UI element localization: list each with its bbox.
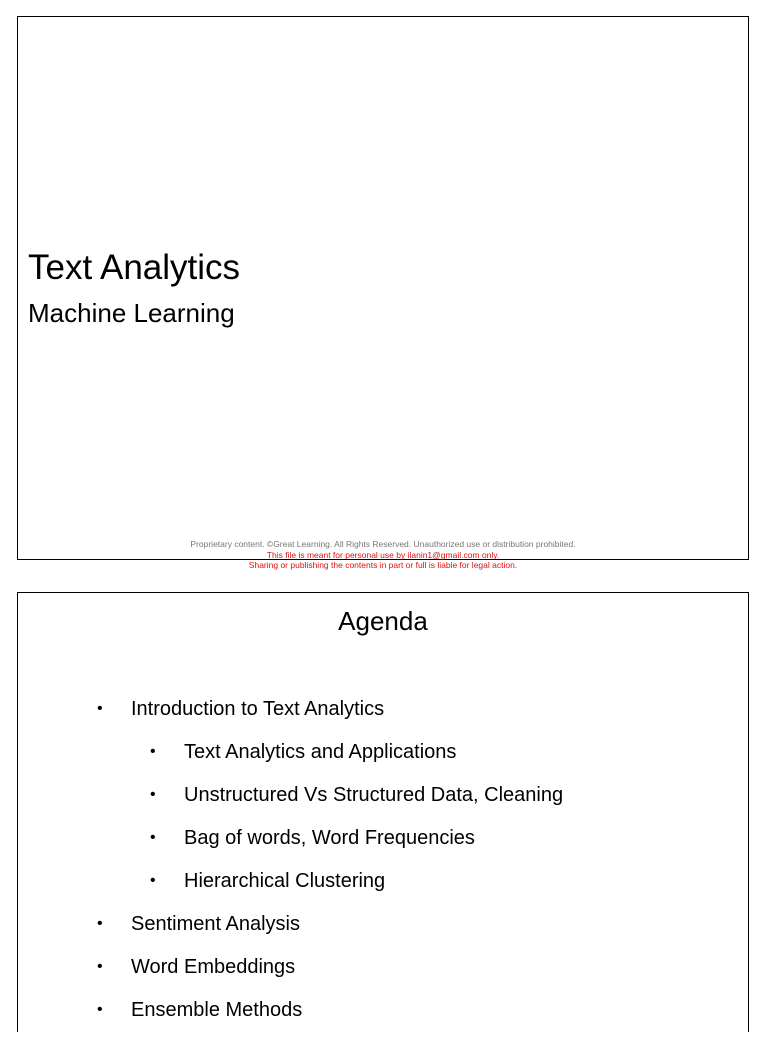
copyright-notice: Proprietary content. ©Great Learning. All Rights Reserved. Unauthorized use or distribution prohibited.	[190, 539, 576, 549]
agenda-item-text: Bag of words, Word Frequencies	[184, 827, 475, 849]
agenda-item-text: Ensemble Methods	[131, 999, 303, 1021]
bullet-icon: •	[97, 700, 103, 717]
agenda-item-text: Introduction to Text Analytics	[131, 698, 385, 720]
agenda-item-text: Hierarchical Clustering	[184, 870, 386, 892]
agenda-item-text: Text Analytics and Applications	[184, 741, 457, 763]
bullet-icon: •	[150, 872, 156, 889]
agenda-item-text: Word Embeddings	[131, 956, 296, 978]
agenda-item-text: Sentiment Analysis	[131, 913, 300, 935]
slide-title: Text Analytics	[28, 248, 241, 287]
legal-warning: Sharing or publishing the contents in part or full is liable for legal action.	[248, 560, 518, 570]
agenda-slide	[17, 592, 749, 1032]
bullet-icon: •	[150, 786, 156, 803]
personal-use-notice: This file is meant for personal use by ilanin1@gmail.com only.	[266, 549, 500, 560]
title-slide	[17, 16, 749, 570]
bullet-icon: •	[150, 829, 156, 846]
bullet-icon: •	[97, 1001, 103, 1018]
bullet-icon: •	[150, 743, 156, 760]
agenda-title: Agenda	[338, 606, 428, 636]
bullet-icon: •	[97, 915, 103, 932]
agenda-item-text: Unstructured Vs Structured Data, Cleaning	[184, 784, 564, 806]
slide-subtitle: Machine Learning	[28, 298, 235, 328]
slide-footer	[18, 539, 748, 571]
bullet-icon: •	[97, 958, 103, 975]
